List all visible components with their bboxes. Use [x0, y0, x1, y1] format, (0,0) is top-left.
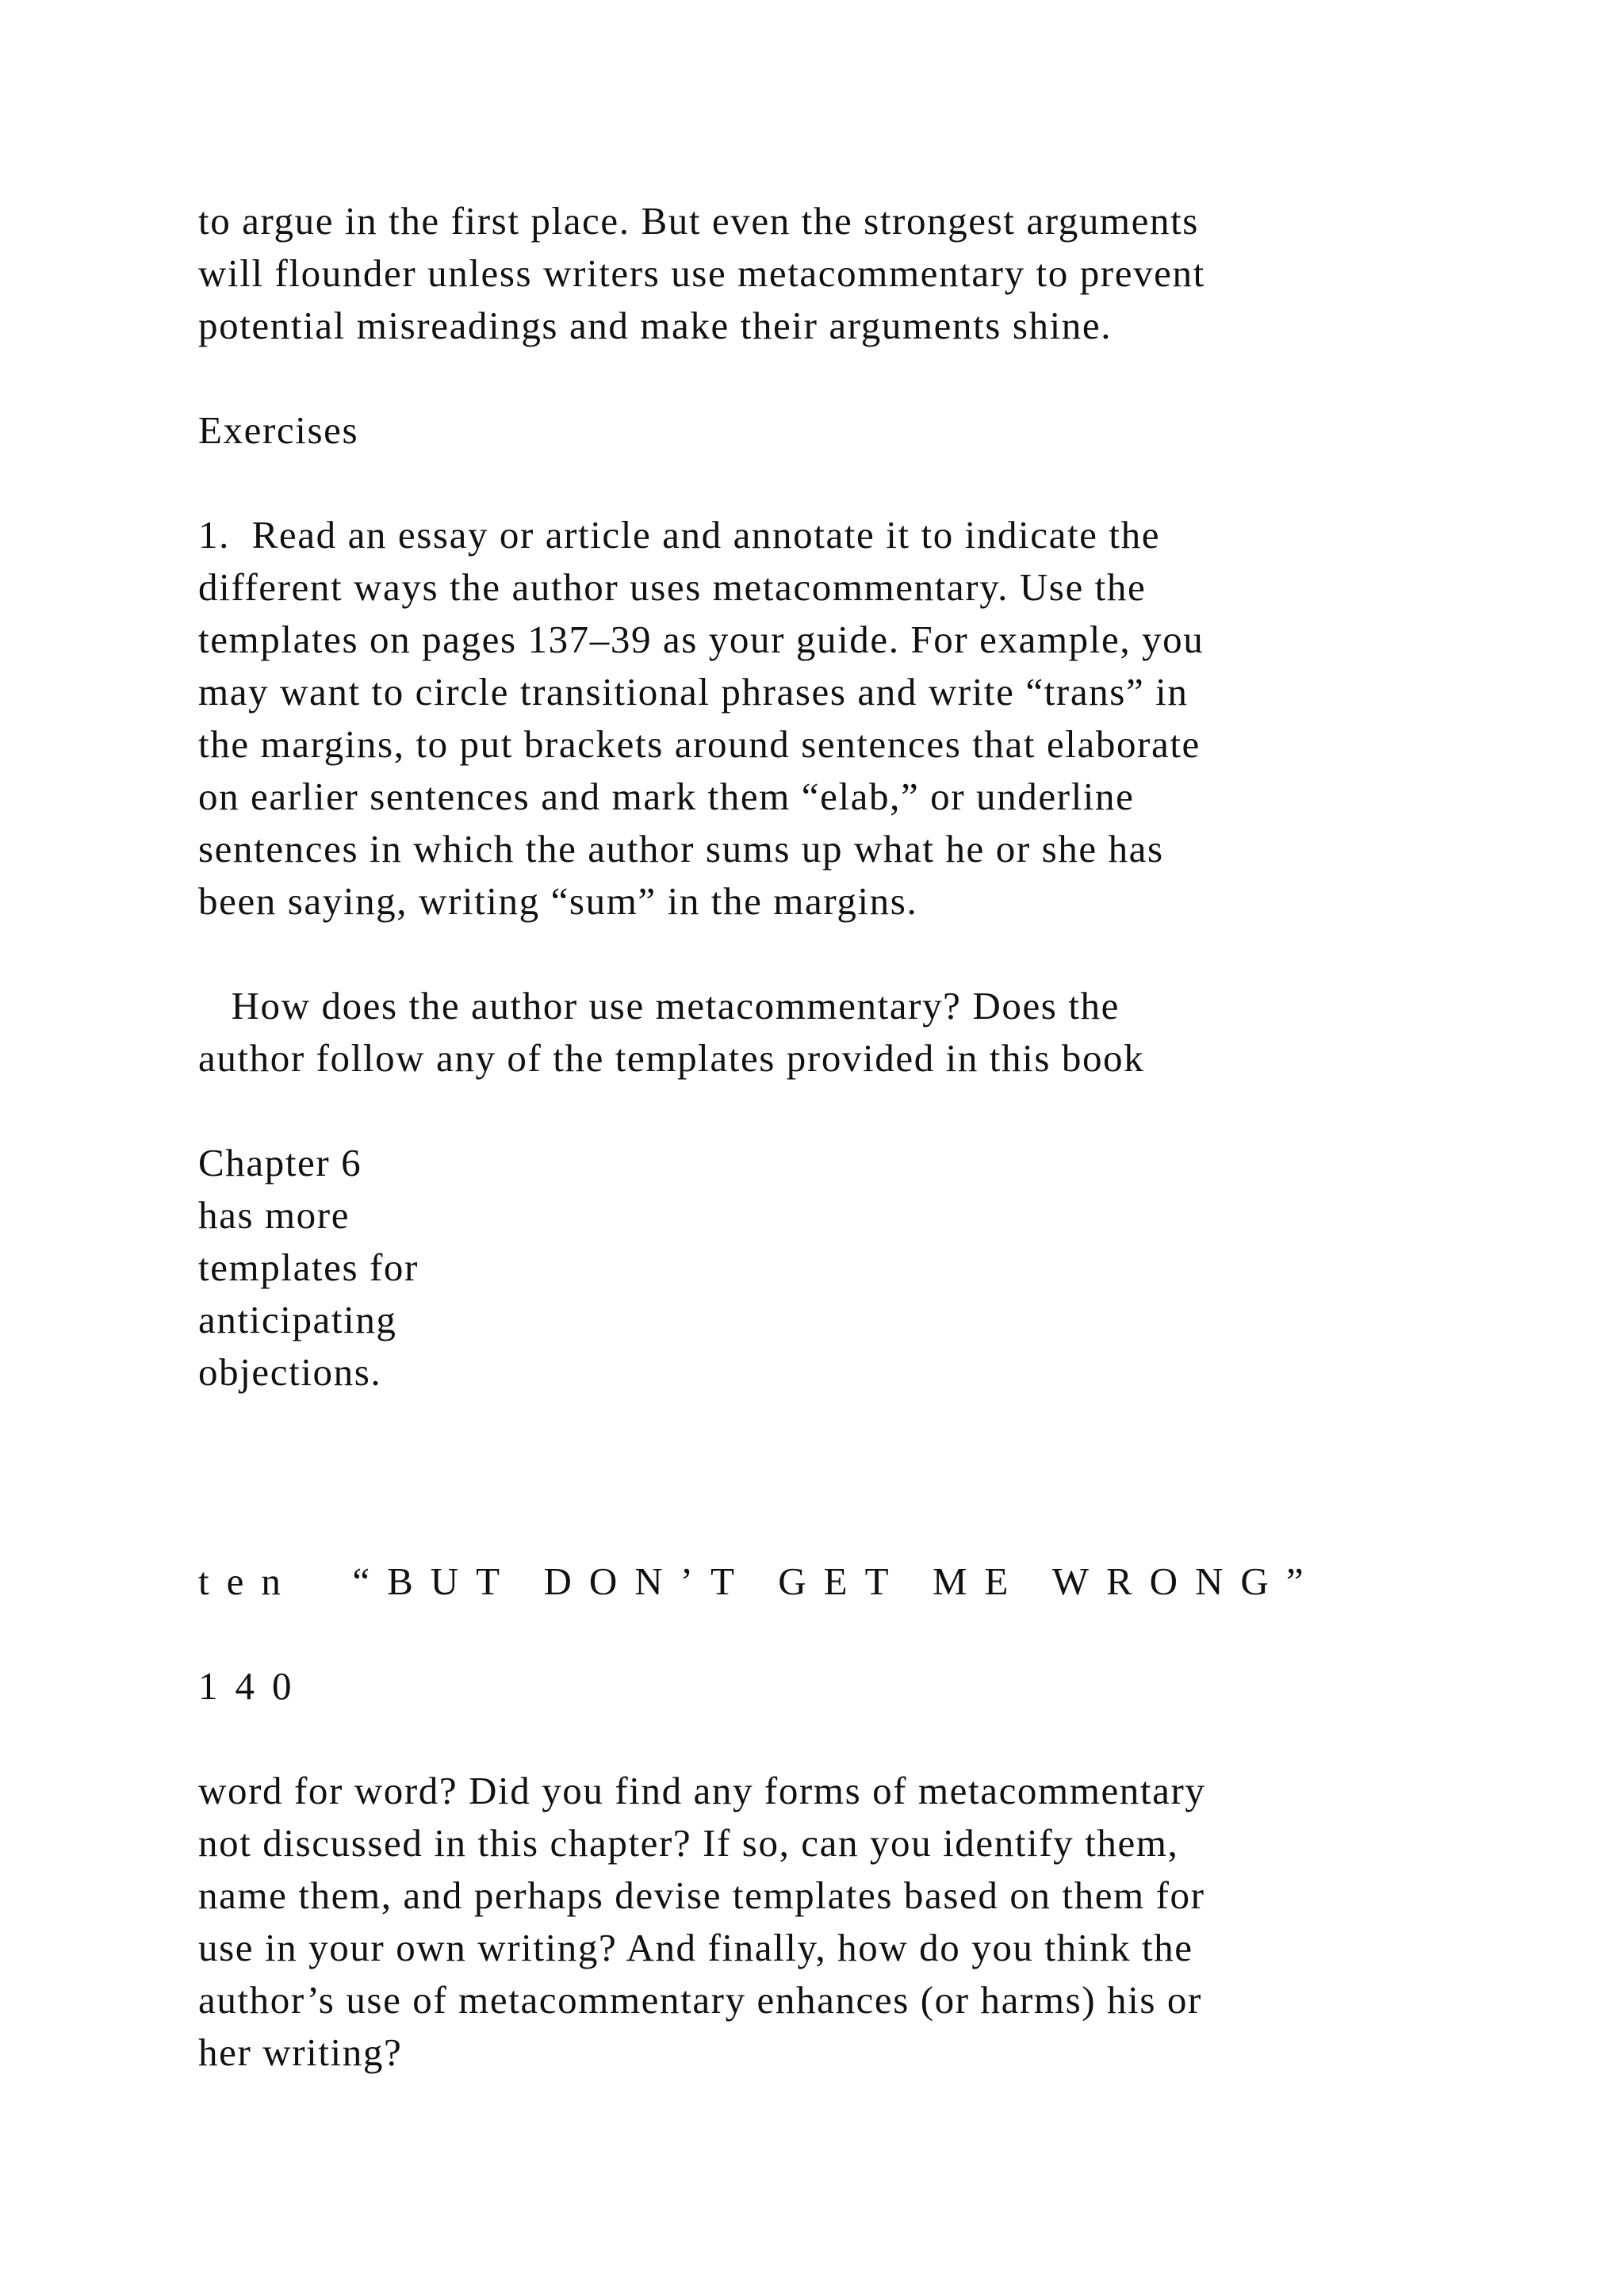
margin-note-line-4: anticipating	[198, 1298, 397, 1341]
margin-note-line-5: objections.	[198, 1350, 382, 1394]
exercise1-line-4: may want to circle transitional phrases and write “trans” in	[198, 670, 1189, 714]
exercise1-line-6: on earlier sentences and mark them “elab,” or underline	[198, 775, 1135, 818]
exercises-heading: Exercises	[198, 408, 359, 452]
intro-line-1: to argue in the first place. But even the strongest arguments	[198, 199, 1199, 243]
exercise1-line-3: templates on pages 137–39 as your guide. For example, you	[198, 618, 1205, 661]
exercise1-line-2: different ways the author uses metacommentary. Use the	[198, 565, 1147, 609]
exercise1-line-7: sentences in which the author sums up what he or she has	[198, 827, 1164, 871]
margin-note-line-1: Chapter 6	[198, 1141, 362, 1184]
question-line-2: author follow any of the templates provided in this book	[198, 1036, 1145, 1080]
margin-note-line-2: has more	[198, 1193, 350, 1237]
intro-line-3: potential misreadings and make their arguments shine.	[198, 304, 1113, 347]
continuation-line-5: author’s use of metacommentary enhances (or harms) his or	[198, 1978, 1202, 2022]
page-number: 140	[198, 1664, 309, 1708]
question-line-1: How does the author use metacommentary? Does the	[198, 984, 1120, 1027]
continuation-line-3: name them, and perhaps devise templates based on them for	[198, 1873, 1205, 1917]
continuation-line-4: use in your own writing? And finally, how do you think the	[198, 1926, 1193, 1969]
margin-note-line-3: templates for	[198, 1246, 419, 1289]
intro-line-2: will flounder unless writers use metacommentary to prevent	[198, 251, 1205, 295]
continuation-line-1: word for word? Did you find any forms of metacommentary	[198, 1769, 1206, 1812]
continuation-line-6: her writing?	[198, 2030, 403, 2074]
continuation-line-2: not discussed in this chapter? If so, can you identify them,	[198, 1821, 1179, 1865]
exercise1-line-5: the margins, to put brackets around sentences that elaborate	[198, 722, 1201, 766]
exercise1-line-1: 1. Read an essay or article and annotate it to indicate the	[198, 513, 1161, 557]
exercise1-line-8: been saying, writing “sum” in the margins.	[198, 879, 918, 923]
running-header: ten “BUT DON’T GET ME WRONG”	[198, 1559, 1321, 1603]
